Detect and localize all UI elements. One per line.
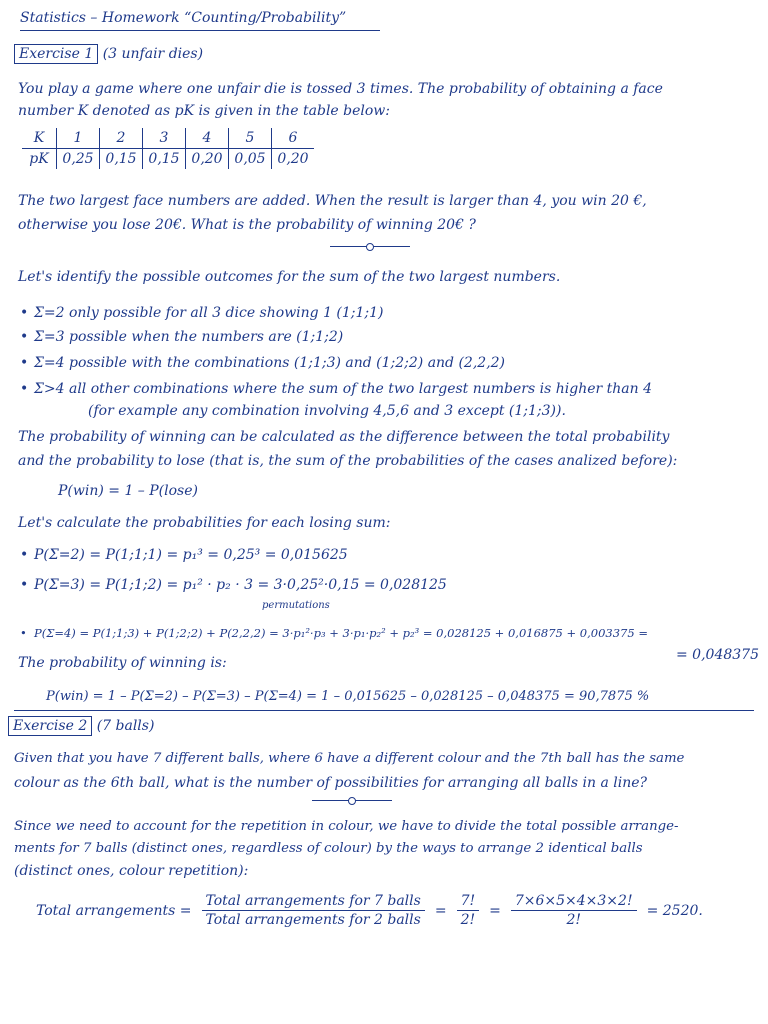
- outcome-bullet: • Σ>4 all other combinations where the sum of the two largest numbers is higher than 4: [20, 381, 652, 397]
- table-p-cell: 0,15: [100, 149, 143, 170]
- factorial-fraction: [457, 892, 480, 929]
- calc-result: = 0,048375: [676, 647, 759, 663]
- fraction-denominator: 2!: [566, 912, 581, 928]
- ex2-answer-line2: ments for 7 balls (distinct ones, regardless of colour) by the ways to arrange 2 identical balls: [14, 841, 643, 856]
- ex1-question-line1: The two largest face numbers are added. When the result is larger than 4, you win 20 €,: [18, 193, 647, 209]
- table-k-cell: 3: [143, 128, 186, 149]
- probability-explanation-line2: and the probability to lose (that is, the sum of the probabilities of the cases analized before):: [18, 453, 678, 469]
- calc-line: • P(Σ=2) = P(1;1;1) = p₁³ = 0,25³ = 0,015625: [20, 547, 348, 563]
- calc-text: P(Σ=3) = P(1;1;2) = p₁² · p₂ · 3 = 3·0,25²·0,15 = 0,028125: [34, 577, 447, 593]
- ex2-answer-line3: (distinct ones, colour repetition):: [14, 863, 249, 879]
- title-underline: [20, 30, 380, 31]
- probability-explanation-line1: The probability of winning can be calculated as the difference between the total probability: [18, 429, 670, 445]
- ex2-question-line2: colour as the 6th ball, what is the number of possibilities for arranging all balls in a line?: [14, 775, 648, 791]
- equals-sign: =: [434, 902, 447, 919]
- outcome-text: Σ=4 possible with the combinations (1;1;3) and (1;2;2) and (2,2,2): [34, 355, 506, 371]
- ex1-paragraph-line1: You play a game where one unfair die is tossed 3 times. The probability of obtaining a face: [18, 81, 663, 97]
- section-divider: [330, 246, 410, 247]
- calc-text: P(Σ=4) = P(1;1;3) + P(1;2;2) + P(2,2,2) = 3·p₁²·p₃ + 3·p₁·p₂² + p₂³ = 0,028125 + 0,016875 + 0,003375 =: [34, 626, 648, 640]
- table-p-label: pK: [29, 151, 49, 167]
- exercise-1-header: [14, 44, 203, 64]
- fraction-numerator: 7×6×5×4×3×2!: [511, 892, 637, 911]
- exercise-2-subtitle: (7 balls): [96, 718, 155, 734]
- outcome-bullet: • Σ=4 possible with the combinations (1;1;3) and (1;2;2) and (2,2,2): [20, 355, 506, 371]
- outcome-text: Σ=3 possible when the numbers are (1;1;2): [34, 329, 344, 345]
- outcome-bullet: • Σ=3 possible when the numbers are (1;1;2): [20, 329, 344, 345]
- fraction-numerator: Total arrangements for 7 balls: [202, 892, 425, 911]
- table-p-cell: 0,20: [186, 149, 229, 170]
- expanded-fraction: [511, 892, 637, 929]
- table-k-cell: 4: [186, 128, 229, 149]
- table-p-cell: 0,25: [57, 149, 100, 170]
- table-k-cell: 5: [229, 128, 272, 149]
- fraction-denominator: 2!: [460, 912, 476, 928]
- table-k-cell: 6: [272, 128, 315, 149]
- permutations-note: permutations: [262, 600, 330, 611]
- exercise-2-label: Exercise 2: [8, 716, 92, 736]
- calc-line: • P(Σ=3) = P(1;1;2) = p₁² · p₂ · 3 = 3·0,25²·0,15 = 0,028125: [20, 577, 447, 593]
- calc-text: P(Σ=2) = P(1;1;1) = p₁³ = 0,25³ = 0,015625: [34, 547, 348, 563]
- ex2-answer-line1: Since we need to account for the repetition in colour, we have to divide the total possible arrange-: [14, 819, 679, 834]
- table-k-cell: 1: [57, 128, 100, 149]
- fraction-denominator: Total arrangements for 2 balls: [205, 912, 421, 928]
- exercise-1-label: Exercise 1: [14, 44, 98, 64]
- table-row-p: [22, 149, 314, 170]
- total-arrangements-label: Total arrangements =: [36, 902, 192, 919]
- calc-intro: Let's calculate the probabilities for each losing sum:: [18, 515, 391, 531]
- outcome-bullet: • Σ=2 only possible for all 3 dice showing 1 (1;1;1): [20, 305, 384, 321]
- pwin-formula: P(win) = 1 – P(lose): [58, 483, 198, 499]
- table-p-cell: 0,15: [143, 149, 186, 170]
- fraction-numerator: 7!: [457, 892, 480, 911]
- section-divider: [312, 800, 392, 801]
- final-result: P(win) = 1 – P(Σ=2) – P(Σ=3) – P(Σ=4) = 1 – 0,015625 – 0,028125 – 0,048375 = 90,7875 %: [46, 689, 650, 704]
- table-row-k: [22, 128, 314, 149]
- outcome-bullet-continuation: (for example any combination involving 4,5,6 and 3 except (1;1;3)).: [88, 403, 566, 419]
- page-title: Statistics – Homework “Counting/Probability”: [20, 10, 347, 26]
- table-k-label: K: [22, 128, 57, 149]
- outcome-text: Σ>4 all other combinations where the sum of the two largest numbers is higher than 4: [34, 381, 652, 397]
- probability-table: [22, 128, 314, 169]
- total-result: = 2520.: [646, 902, 703, 919]
- table-p-cell: 0,20: [272, 149, 315, 170]
- ex1-paragraph-line2: number K denoted as pK is given in the table below:: [18, 103, 391, 119]
- calc-line: • P(Σ=4) = P(1;1;3) + P(1;2;2) + P(2,2,2) = 3·p₁²·p₃ + 3·p₁·p₂² + p₂³ = 0,028125 + 0,016875 + 0,003375 =: [20, 626, 648, 640]
- exercise-1-subtitle: (3 unfair dies): [102, 46, 204, 62]
- table-k-cell: 2: [100, 128, 143, 149]
- exercise-2-header: [8, 716, 154, 736]
- outcome-text: Σ=2 only possible for all 3 dice showing 1 (1;1;1): [34, 305, 384, 321]
- arrangements-fraction: [202, 892, 425, 929]
- ex1-question-line2: otherwise you lose 20€. What is the probability of winning 20€ ?: [18, 217, 476, 233]
- ex2-question-line1: Given that you have 7 different balls, where 6 have a different colour and the 7th ball has the same: [14, 751, 685, 766]
- ex1-solution-intro: Let's identify the possible outcomes for the sum of the two largest numbers.: [18, 269, 561, 285]
- table-p-cell: 0,05: [229, 149, 272, 170]
- equals-sign: =: [489, 902, 501, 919]
- total-arrangements-equation: [36, 892, 703, 929]
- winning-intro: The probability of winning is:: [18, 655, 227, 671]
- exercise-divider: [14, 710, 754, 711]
